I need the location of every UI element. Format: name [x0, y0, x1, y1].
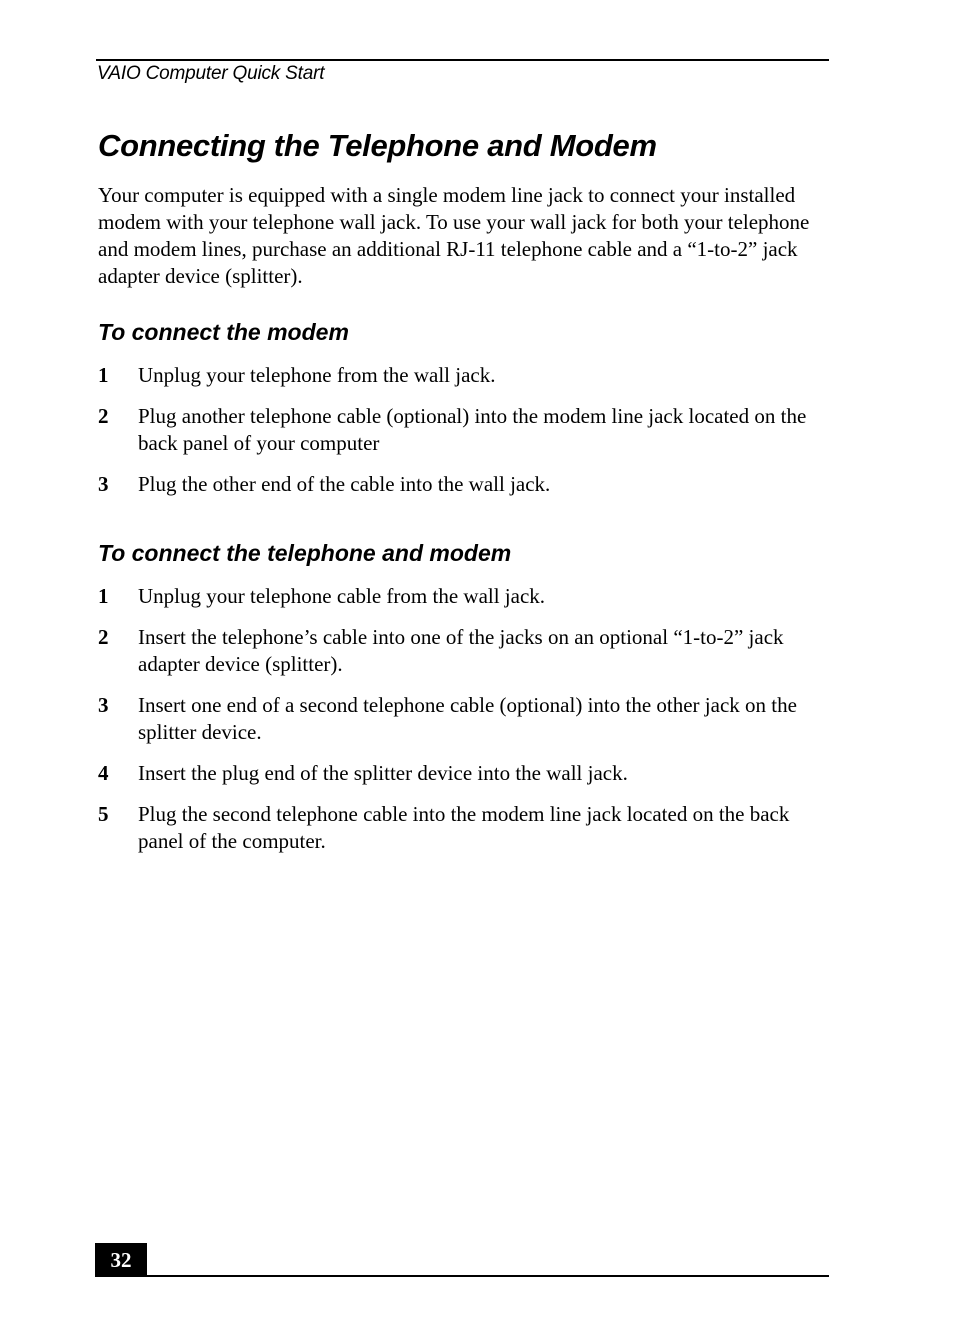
step-text: Unplug your telephone cable from the wall jack.: [138, 584, 546, 608]
step-item: [98, 760, 838, 787]
step-text: Plug another telephone cable (optional) into the modem line jack located on the back panel of your computer: [138, 404, 807, 455]
step-item: [98, 471, 838, 498]
intro-paragraph: Your computer is equipped with a single modem line jack to connect your installed modem with your telephone wall jack. To use your wall jack for both your telephone and modem lines, purchase an additional RJ-11 telephone cable and a “1-to-2” jack adapter device (splitter).: [98, 183, 810, 288]
page-title: Connecting the Telephone and Modem: [98, 128, 657, 163]
footer-rule: [96, 1275, 829, 1277]
step-number: 2: [98, 625, 109, 649]
step-item: [98, 583, 838, 610]
step-text: Insert the plug end of the splitter device into the wall jack.: [138, 761, 628, 785]
step-item: [98, 362, 838, 389]
step-number: 1: [98, 584, 109, 608]
step-text: Plug the other end of the cable into the wall jack.: [138, 472, 551, 496]
step-number: 4: [98, 761, 109, 785]
page-number: 32: [95, 1243, 147, 1277]
step-number: 3: [98, 693, 109, 717]
step-text: Plug the second telephone cable into the modem line jack located on the back panel of the computer.: [138, 802, 790, 853]
steps-list-connect-modem: [98, 362, 838, 512]
step-number: 3: [98, 472, 109, 496]
step-item: [98, 801, 838, 855]
section-heading-connect-telephone-and-modem: To connect the telephone and modem: [98, 540, 512, 566]
steps-list-connect-telephone-and-modem: [98, 583, 838, 869]
running-header: VAIO Computer Quick Start: [97, 63, 325, 84]
step-item: [98, 692, 838, 746]
step-text: Insert the telephone’s cable into one of the jacks on an optional “1-to-2” jack adapter device (splitter).: [138, 625, 784, 676]
step-item: [98, 403, 838, 457]
step-text: Unplug your telephone from the wall jack.: [138, 363, 496, 387]
step-number: 5: [98, 802, 109, 826]
step-item: [98, 624, 838, 678]
step-number: 1: [98, 363, 109, 387]
step-text: Insert one end of a second telephone cable (optional) into the other jack on the splitter device.: [138, 693, 797, 744]
section-heading-connect-modem: To connect the modem: [98, 319, 349, 345]
step-number: 2: [98, 404, 109, 428]
header-rule: [96, 59, 829, 61]
